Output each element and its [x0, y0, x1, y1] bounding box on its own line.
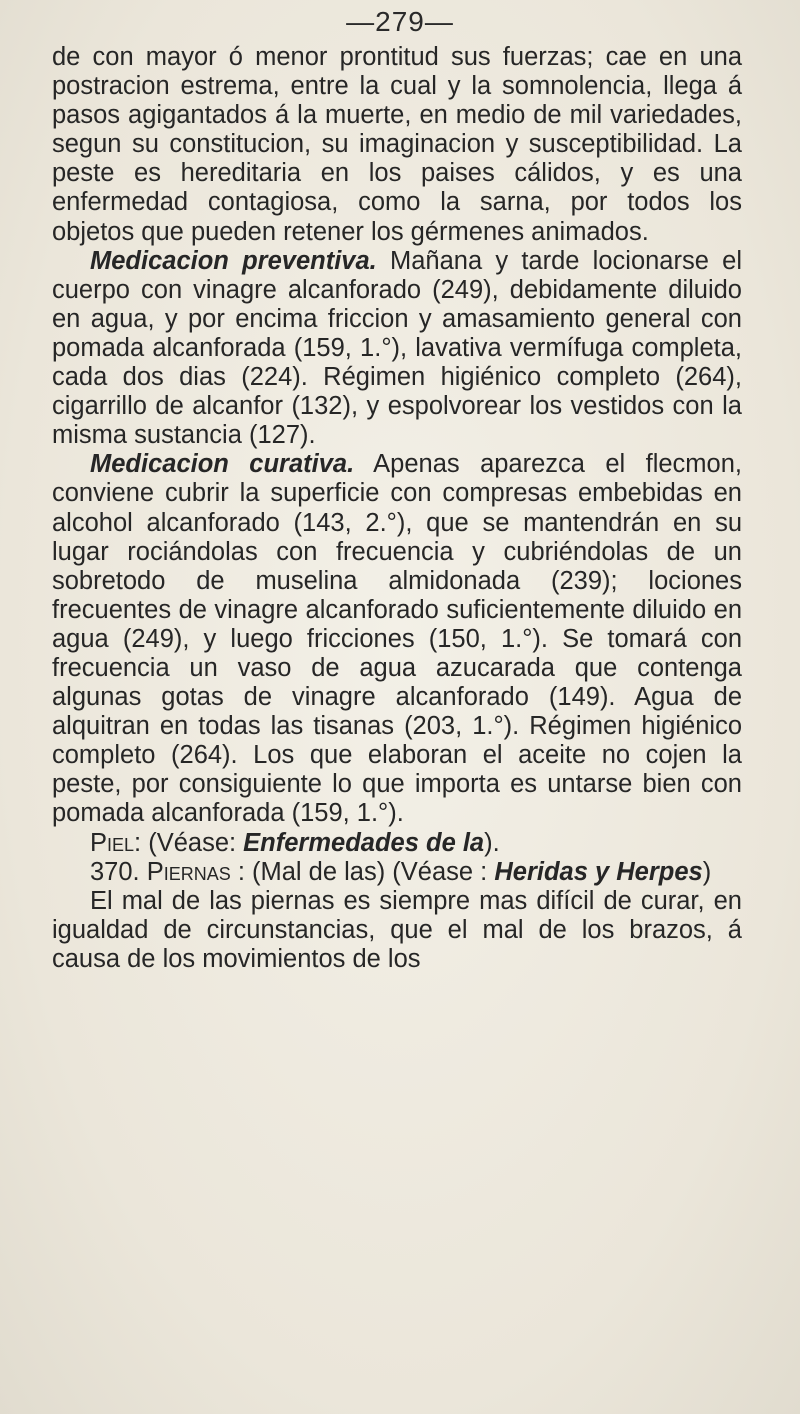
paragraph-leg-ailment: El mal de las piernas es siempre mas difícil de curar, en igualdad de circunstancias, que el mal de los brazos, á causa de los movimientos de los [52, 886, 742, 973]
entry-term-piel: Piel [90, 828, 135, 857]
entry-piernas-end: ) [702, 857, 712, 886]
heading-preventive-medication: Medicacion preventiva. [90, 246, 377, 275]
body-text [52, 43, 742, 974]
page-number: —279— [346, 6, 454, 37]
entry-piel-see: : (Véase: [134, 828, 244, 857]
preventive-medication-text: Mañana y tarde locionarse el cuerpo con vinagre alcanforado (249), debidamente diluido en agua, y por encima friccion y amasamiento general con pomada alcanforada (159, 1.°), lavativa vermífuga completa, cada dos dias (224). Régimen higiénico completo (264), cigarrillo de alcanfor (132), y espolvorear los vestidos con la misma sustancia (127). [52, 246, 742, 450]
entry-term-piernas: Piernas [146, 857, 231, 886]
heading-curative-medication: Medicacion curativa. [90, 450, 355, 479]
curative-medication-text: Apenas aparezca el flecmon, conviene cubrir la superficie con compresas embebidas en alcohol alcanforado (143, 2.°), que se mantendrán en su lugar rociándolas con frecuencia y cubriéndolas de un sobretodo de muselina almidonada (239); lociones frecuentes de vinagre alcanforado suficientemente diluido en agua (249), y luego fricciones (150, 1.°). Se tomará con frecuencia un vaso de agua azucarada que contenga algunas gotas de vinagre alcanforado (149). Agua de alquitran en todas las tisanas (203, 1.°). Régimen higiénico completo (264). Los que elaboran el aceite no cojen la peste, por consiguiente lo que importa es untarse bien con pomada alcanforada (159, 1.°). [52, 450, 742, 828]
paragraph-plague-description: de con mayor ó menor prontitud sus fuerzas; cae en una postracion estrema, entre la cual y la somnolencia, llega á pasos agigantados á la muerte, en medio de mil variedades, segun su constitucion, su imaginacion y susceptibilidad. La peste es hereditaria en los paises cálidos, y es una enfermedad contagiosa, como la sarna, por todos los objetos que pueden retener los gérmenes animados. [52, 43, 742, 246]
entry-number-370: 370. [90, 857, 147, 886]
paragraph-curative-medication [52, 450, 742, 828]
entry-piernas-reference: Heridas y Herpes [494, 857, 703, 886]
entry-piernas [52, 858, 742, 887]
entry-piernas-see: : (Mal de las) (Véase : [230, 857, 495, 886]
entry-piel-end: ). [484, 828, 500, 857]
entry-piel-reference: Enfermedades de la [243, 828, 485, 857]
paragraph-preventive-medication [52, 247, 742, 451]
entry-piel [52, 829, 742, 858]
